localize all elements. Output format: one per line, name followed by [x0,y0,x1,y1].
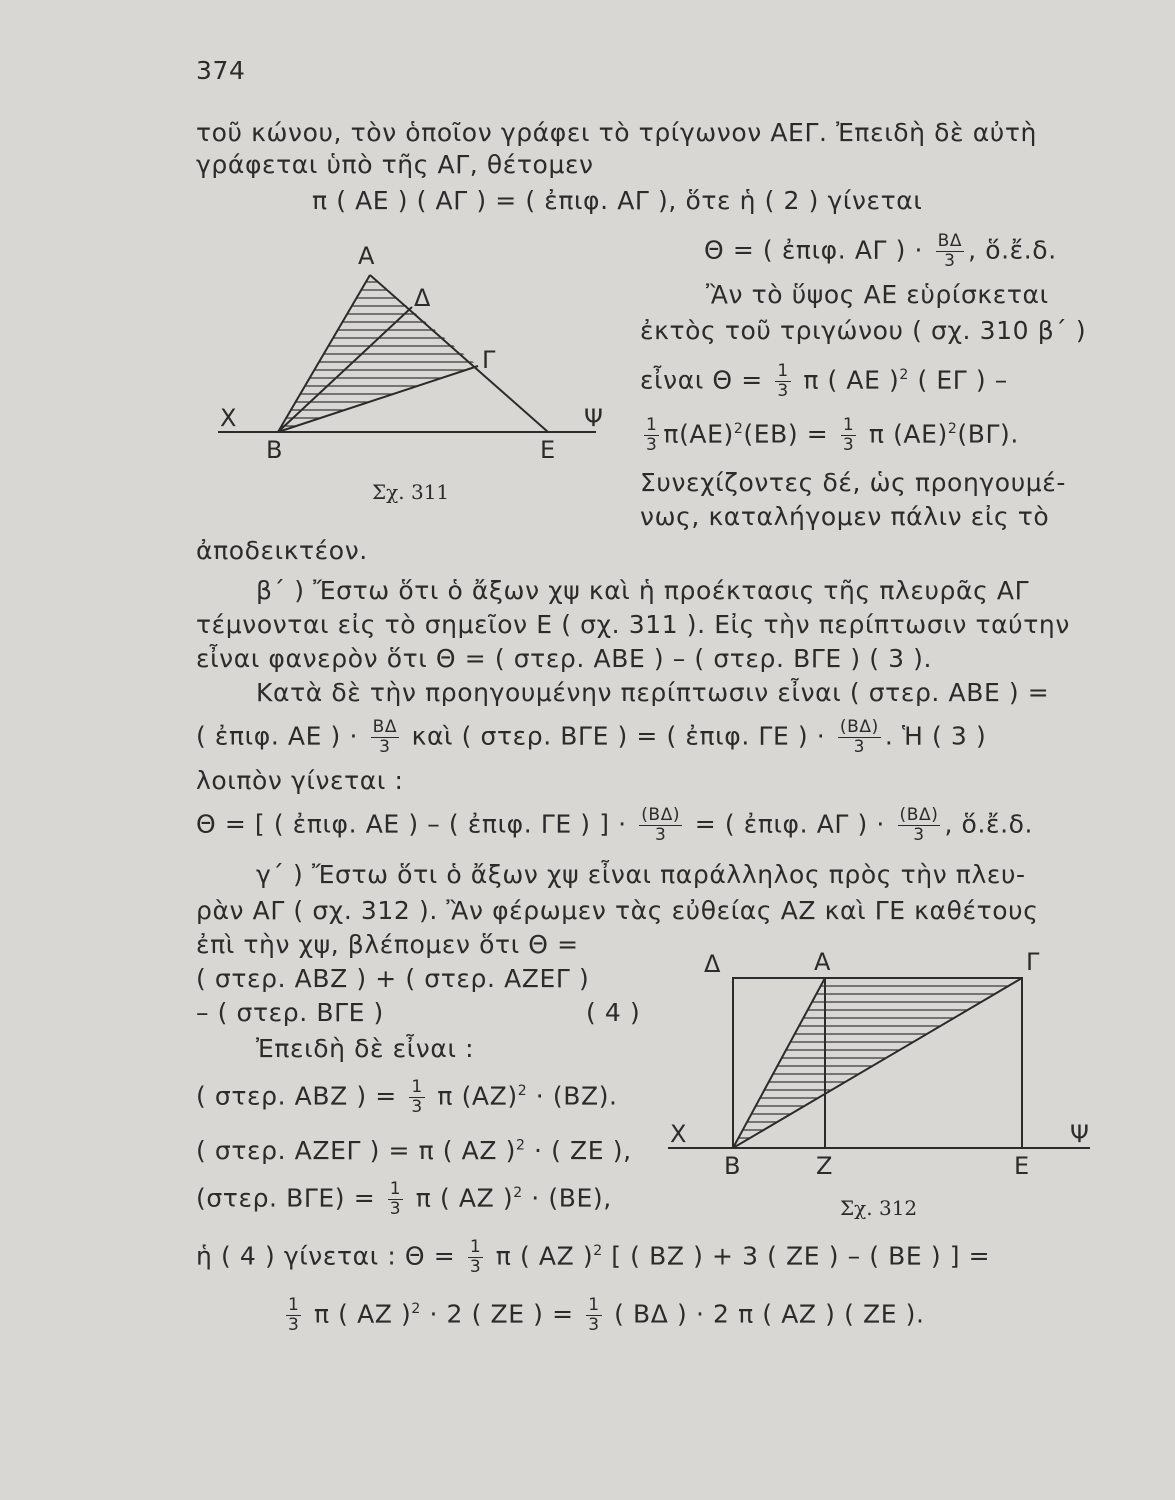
text-line: ἐπὶ τὴν χψ, βλέπομεν ὅτι Θ = [196,930,579,959]
formula-line: $\frac{1}{3}$ π ( ΑΖ )$^2$ · 2 ( ΖΕ ) = $\frac{1}{3}$ ( ΒΔ ) · 2 π ( ΑΖ ) ( ΖΕ ). [288,1295,925,1335]
label-e: Ε [540,436,556,464]
hatching-311 [200,282,600,426]
page-number: 374 [196,56,246,85]
label-e: Ε [1014,1152,1030,1180]
segment-bg [733,978,1022,1148]
fraction: $\frac{B\Delta}{3}$ [937,231,963,271]
figure-caption: Σχ. 311 [372,480,450,504]
text-line: ἀποδεικτέον. [196,536,368,565]
label-d: Δ [704,950,721,978]
label-a: Α [358,242,375,270]
fraction: $\frac{1}{3}$ [588,1295,600,1335]
segment-ba [733,978,825,1148]
figure-caption: Σχ. 312 [840,1196,918,1220]
fraction: $\frac{(B\Delta)}{3}$ [641,805,681,845]
text-line: λοιπὸν γίνεται : [196,766,404,795]
text-line: γράφεται ὑπὸ τῆς ΑΓ, θέτομεν [196,150,594,179]
label-z: Ζ [816,1152,833,1180]
label-b: Β [724,1152,741,1180]
formula-line: ( στερ. ΑΒΖ ) = $\frac{1}{3}$ π $(AZ)^2 \cdot (BZ)$. [196,1077,618,1117]
text-line: – ( στερ. ΒΓΕ ) [196,998,384,1027]
label-psi: Ψ [584,404,603,432]
text-line: τέμνονται εἰς τὸ σημεῖον Ε ( σχ. 311 ). Εἰς τὴν περίπτωσιν ταύτην [196,610,1070,639]
formula-line: ( ἐπιφ. ΑΕ ) · $\frac{B\Delta}{3}$ καὶ ( στερ. ΒΓΕ ) = ( ἐπιφ. ΓΕ ) · $\frac{(B\Delta)}{3}$ . Ἡ ( 3 ) [196,717,987,757]
formula-line: ( στερ. ΑΖΕΓ ) = π ( ΑΖ )$^2$ · ( ΖΕ ), [196,1136,632,1165]
formula-line: Θ = [ ( ἐπιφ. ΑΕ ) – ( ἐπιφ. ΓΕ ) ] · $\frac{(B\Delta)}{3}$ = ( ἐπιφ. ΑΓ ) · $\frac{(B\Delta)}{3}$ , ὅ.ἔ.δ. [196,805,1034,845]
text-line: ( στερ. ΑΒΖ ) + ( στερ. ΑΖΕΓ ) [196,964,590,993]
label-x: Χ [220,404,237,432]
formula-line: $\frac{1}{3}$ $\pi(AE)^2(EB)$ = $\frac{1}{3}$ π $(AE)^2(B\Gamma)$. [646,415,1019,455]
formula-line: (στερ. ΒΓΕ) = $\frac{1}{3}$ π ( ΑΖ )$^2$ · (ΒΕ), [196,1179,612,1219]
equation-number: ( 4 ) [586,998,641,1027]
side-bg [278,366,478,432]
label-b: Β [266,436,283,464]
label-g: Γ [482,346,496,374]
figure-312-lines [668,978,1090,1148]
label-x: Χ [670,1120,687,1148]
label-a: Α [814,948,831,976]
text-line: Ἂν τὸ ὕψος ΑΕ εὑρίσκεται [706,280,1049,309]
fraction: $\frac{1}{3}$ [411,1077,423,1117]
text-line: Συνεχίζοντες δέ, ὡς προηγουμέ- [640,468,1066,497]
text-line: γ΄ ) Ἔστω ὅτι ὁ ἄξων χψ εἶναι παράλληλος πρὸς τὴν πλευ- [256,860,1026,889]
formula-line: ἡ ( 4 ) γίνεται : Θ = $\frac{1}{3}$ π ( ΑΖ )$^2$ [ ( ΒΖ ) + 3 ( ΖΕ ) – ( ΒΕ ) ] = [196,1237,991,1277]
fraction: $\frac{1}{3}$ [469,1237,482,1277]
formula-line: εἶναι Θ = $\frac{1}{3}$ π ( ΑΕ )$^2$ ( ΕΓ ) – [640,361,1008,401]
text-line: τοῦ κώνου, τὸν ὁποῖον γράφει τὸ τρίγωνον ΑΕΓ. Ἐπειδὴ δὲ αὐτὴ [196,118,1037,147]
label-psi: Ψ [1070,1120,1089,1148]
text-line: εἶναι φανερὸν ὅτι Θ = ( στερ. ΑΒΕ ) – ( στερ. ΒΓΕ ) ( 3 ). [196,644,933,673]
text-line: β΄ ) Ἔστω ὅτι ὁ ἄξων χψ καὶ ἡ προέκτασις τῆς πλευρᾶς ΑΓ [256,576,1030,605]
fraction: $\frac{1}{3}$ [842,415,855,455]
label-g: Γ [1026,948,1040,976]
fraction: $\frac{1}{3}$ [288,1295,300,1335]
fraction: $\frac{(B\Delta)}{3}$ [839,717,879,757]
text-line: νως, καταλήγομεν πάλιν εἰς τὸ [640,502,1050,531]
fraction: $\frac{1}{3}$ [777,361,789,401]
fraction: $\frac{B\Delta}{3}$ [372,717,398,757]
text-line: ἐκτὸς τοῦ τριγώνου ( σχ. 310 β΄ ) [640,316,1087,345]
text-line: ρὰν ΑΓ ( σχ. 312 ). Ἂν φέρωμεν τὰς εὐθείας ΑΖ καὶ ΓΕ καθέτους [196,896,1039,925]
text-line: Ἐπειδὴ δὲ εἶναι : [256,1034,475,1063]
text-line: π ( ΑΕ ) ( ΑΓ ) = ( ἐπιφ. ΑΓ ), ὅτε ἡ ( 2 ) γίνεται [312,186,923,215]
formula-line: Θ = ( ἐπιφ. ΑΓ ) · $\frac{B\Delta}{3}$ , ὅ.ἔ.δ. [704,231,1057,271]
text-line: Κατὰ δὲ τὴν προηγουμένην περίπτωσιν εἶναι ( στερ. ΑΒΕ ) = [256,678,1050,707]
fraction: $\frac{1}{3}$ [389,1179,402,1219]
label-d: Δ [414,284,431,312]
fraction: $\frac{1}{3}$ [646,415,658,455]
fraction: $\frac{(B\Delta)}{3}$ [899,805,939,845]
